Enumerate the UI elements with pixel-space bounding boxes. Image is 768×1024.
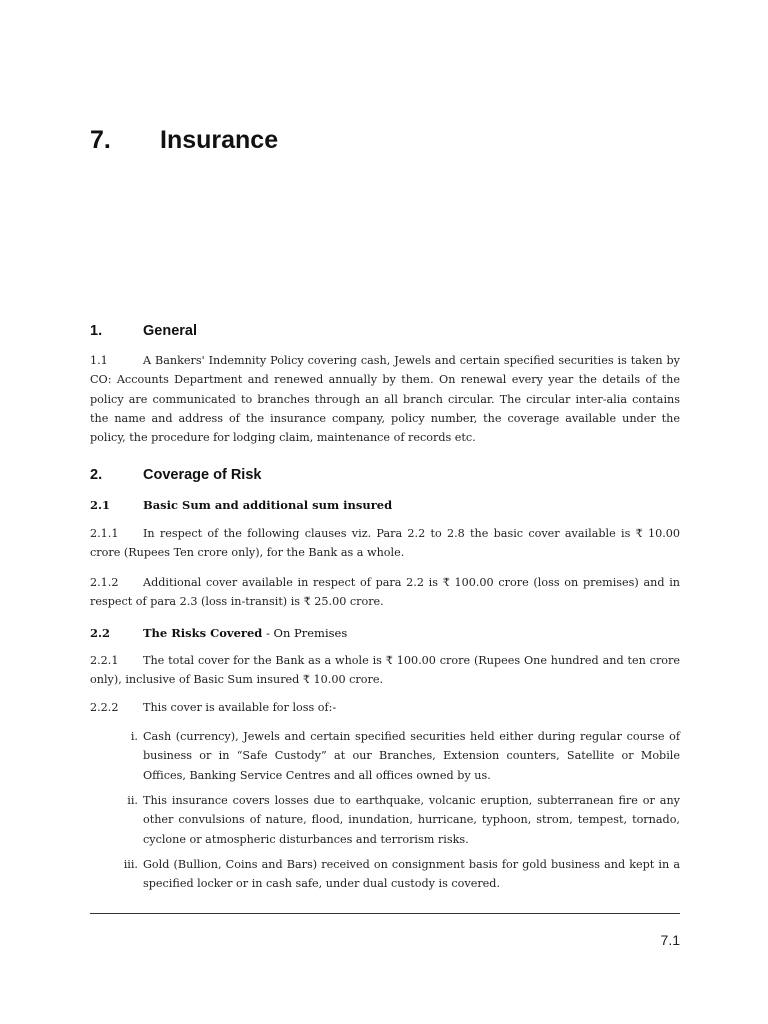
list-item-text: Gold (Bullion, Coins and Bars) received on consignment basis for gold business and kept in a specified locker or in cash safe, under dual custody is covered.	[143, 858, 680, 891]
page-number: 7.1	[660, 932, 680, 948]
paragraph-text: In respect of the following clauses viz. Para 2.2 to 2.8 the basic cover available is ₹ 10.00 crore (Rupees Ten crore only), for the Bank as a whole.	[90, 527, 680, 560]
paragraph-number: 2.2.1	[90, 654, 119, 667]
section-heading-coverage	[90, 467, 261, 483]
paragraph-text: This cover is available for loss of:-	[143, 701, 337, 714]
subsection-suffix: - On Premises	[262, 626, 348, 640]
subsection-title: Basic Sum and additional sum insured	[143, 498, 393, 512]
section-number: 2.	[90, 467, 103, 483]
footer-rule	[90, 913, 680, 914]
list-item-text: Cash (currency), Jewels and certain specified securities held either during regular course of business or in “Safe Custody” at our Branches, Extension counters, Satellite or Mobile Offices, Banking Service Centres and all offices owned by us.	[143, 730, 680, 782]
subsection-heading-2-2	[90, 626, 347, 640]
section-title: General	[143, 323, 197, 339]
section-number: 1.	[90, 323, 103, 339]
subsection-number: 2.2	[90, 626, 111, 640]
list-marker: iii.	[123, 858, 138, 871]
paragraph-2-1-2	[90, 573, 680, 612]
section-heading-general	[90, 323, 197, 339]
paragraph-text: The total cover for the Bank as a whole is ₹ 100.00 crore (Rupees One hundred and ten crore only), inclusive of Basic Sum insured ₹ 10.00 crore.	[90, 654, 680, 687]
paragraph-1-1	[90, 351, 680, 447]
paragraph-number: 2.2.2	[90, 701, 119, 714]
list-item	[90, 727, 680, 785]
chapter-heading	[90, 126, 278, 155]
paragraph-number: 2.1.1	[90, 527, 119, 540]
list-marker: i.	[130, 730, 138, 743]
list-item	[90, 791, 680, 849]
paragraph-2-2-2	[90, 698, 680, 717]
chapter-title: Insurance	[160, 126, 279, 154]
paragraph-number: 1.1	[90, 354, 108, 367]
paragraph-text: A Bankers' Indemnity Policy covering cash, Jewels and certain specified securities is taken by CO: Accounts Department and renewed annually by them. On renewal every year the details of the policy are communicated to branches through an all branch circular. The circular inter-alia contains the name and address of the insurance company, policy number, the coverage available under the policy, the procedure for lodging claim, maintenance of records etc.	[90, 354, 680, 445]
subsection-title: The Risks Covered	[143, 626, 263, 640]
section-title: Coverage of Risk	[143, 467, 262, 483]
paragraph-text: Additional cover available in respect of para 2.2 is ₹ 100.00 crore (loss on premises) and in respect of para 2.3 (loss in-transit) is ₹ 25.00 crore.	[90, 576, 680, 609]
chapter-number: 7.	[90, 126, 111, 154]
paragraph-2-2-1	[90, 651, 680, 690]
list-item	[90, 855, 680, 894]
list-marker: ii.	[127, 794, 138, 807]
subsection-heading-2-1	[90, 498, 392, 512]
paragraph-number: 2.1.2	[90, 576, 119, 589]
paragraph-2-1-1	[90, 524, 680, 563]
subsection-number: 2.1	[90, 498, 111, 512]
list-item-text: This insurance covers losses due to earthquake, volcanic eruption, subterranean fire or any other convulsions of nature, flood, inundation, hurricane, typhoon, strom, tempest, tornado, cyclone or atmospheric disturbances and terrorism risks.	[143, 794, 680, 846]
